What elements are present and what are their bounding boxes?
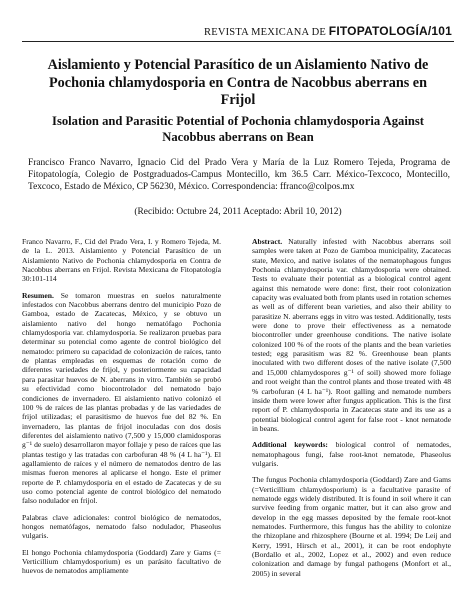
intro-english: The fungus Pochonia chlamydosporia (Goddard) Zare and Gams (=Verticillium chlamydosporium) is a facultative parasite of nematode eggs widely distributed. It is found in soil where it can survive feeding from organic matter, but it can also grow and develop in the egg masses deposited by the female root-knot nematodes. Furthermore, this fungus has the ability to colonize the rhizoplane and rhizosphere (Bourne et al. 1994; De Leij and Kerry, 1991, Hirsch et al., 2001), it can be root endophyte (Bordallo et al., 2002, Lopez et al., 2002) and even reduce colonization and damage by fungal pathogens (Monfort et al., 2005) in several <box>252 475 451 578</box>
received-accepted-dates: (Recibido: Octubre 24, 2011 Aceptado: Abril 10, 2012) <box>134 207 342 217</box>
keywords-label: Additional keywords: <box>252 440 328 450</box>
journal-name: REVISTA MEXICANA DE <box>204 27 326 38</box>
right-column <box>252 237 451 585</box>
title-spanish: Aislamiento y Potencial Parasítico de un Aislamiento Nativo de Pochonia chlamydosporia en Contra de Nacobbus aberrans en Frijol <box>47 57 429 108</box>
keywords-paragraph <box>252 440 451 468</box>
title-english: Isolation and Parasitic Potential of Pochonia chlamydosporia Against Nacobbus aberrans on Bean <box>52 114 424 144</box>
intro-spanish: El hongo Pochonia chlamydosporia (Goddard) Zare y Gams (= Verticillium chlamydosporium) es un parásito facultativo de huevos de nematodos ampliamente <box>22 547 221 576</box>
abstract-label: Abstract. <box>252 237 283 246</box>
journal-page-number: FITOPATOLOGÍA/101 <box>328 24 452 38</box>
resumen-paragraph <box>22 291 221 506</box>
header-rule <box>22 41 454 42</box>
palabras-clave: Palabras clave adicionales: control biológico de nematodos, hongos nematófagos, nematodo falso nodulador, Phaseolus vulgaris. <box>22 512 221 541</box>
abstract-text: Naturally infested with Nacobbus aberrans soil samples were taken at Pozo de Gamboa municipality, Zacatecas state, Mexico, and native isolates of the nematophagous fungus Pochonia chlamydosporia var. chlamydosporia were obtained. Tests to evaluate their potential as a biological control agent against this nematode were done: first, their root colonization capacity was evaluated both from plants used in rotation schemes as well as of different bean varieties, and also their ability to parasitize N. aberrans eggs in vitro was tested. Additionally, tests were done to prove their effectiveness as a nematode biocontroller under greenhouse conditions. The native isolate colonized 100 % of the roots of the plants and the bean varieties tested; egg parasitism was 82 %. Greenhouse bean plants inoculated with two different doses of the native isolate (7,500 and 15,000 chlamydospores g⁻¹ of soil) showed more foliage and root weight than the control plants and those treated with 48 % carbofuran (4 L ha⁻¹). Root galling and nematode numbers inside them were lower after fungus application. This is the first report of P. chlamydosporia in Zacatecas state and its use as a potential biological control agent for false root - knot nematode in beans. <box>252 237 452 433</box>
abstract-paragraph <box>252 237 451 433</box>
author-affiliations: Francisco Franco Navarro, Ignacio Cid del Prado Vera y María de la Luz Romero Tejeda, Programa de Fitopatología, Colegio de Postgraduados-Campus Montecillo, km 36.5 Carr. México-Texcoco, Montecillo, Texcoco, Estado de México, CP 56230, México. Correspondencia: ffranco@colpos.mx <box>28 158 450 192</box>
resumen-text: Se tomaron muestras en suelos naturalmente infestados con Nacobbus aberrans dentro del municipio Pozo de Gamboa, estado de Zacatecas, México, y se obtuvo un aislamiento nativo del hongo nematófago Pochonia chlamydosporia var. chlamydosporia. Se realizaron pruebas para determinar su potencial como agente de control biológico del nematodo: primero su capacidad de colonización de raíces, tanto de plantas empleadas en esquemas de rotación como de diferentes variedades de frijol, y posteriormente su capacidad para parasitar huevos de N. aberrans in vitro. También se probó su efectividad como biocontrolador del nematodo bajo condiciones de invernadero. El aislamiento nativo colonizó el 100 % de raíces de las plantas probadas y de las variedades de frijol utilizadas; el parasitismo de huevos fue del 82 %. En invernadero, las plantas de frijol inoculadas con dos dosis diferentes del aislamiento nativo (7,500 y 15,000 clamidosporas g⁻¹ de suelo) desarrollaron mayor follaje y peso de raíces que las plantas testigo y las tratadas con carbofuran 48 % (4 L ha⁻¹). El agallamiento de raíces y el número de nematodos dentro de las mismas fueron menores al aplicarse el hongo. Este el primer reporte de P. chlamydosporia en el estado de Zacatecas y de su uso como potencial agente de control biológico del nematodo falso nodulador en frijol. <box>22 290 221 506</box>
resumen-label: Resumen. <box>22 290 54 300</box>
left-column <box>22 237 221 583</box>
keywords-text: biological control of nematodes, nematophagous fungi, false root-knot nematode, Phaseolus vulgaris. <box>252 440 451 468</box>
running-head <box>204 24 452 38</box>
citation: Franco Navarro, F., Cid del Prado Vera, I. y Romero Tejeda, M. de la L. 2013. Aislamiento y Potencial Parasítico de un Aislamiento Nativo de Pochonia chlamydosporia en Contra de Nacobbus aberrans en Frijol. Revista Mexicana de Fitopatología 30:101-114 <box>22 237 221 284</box>
